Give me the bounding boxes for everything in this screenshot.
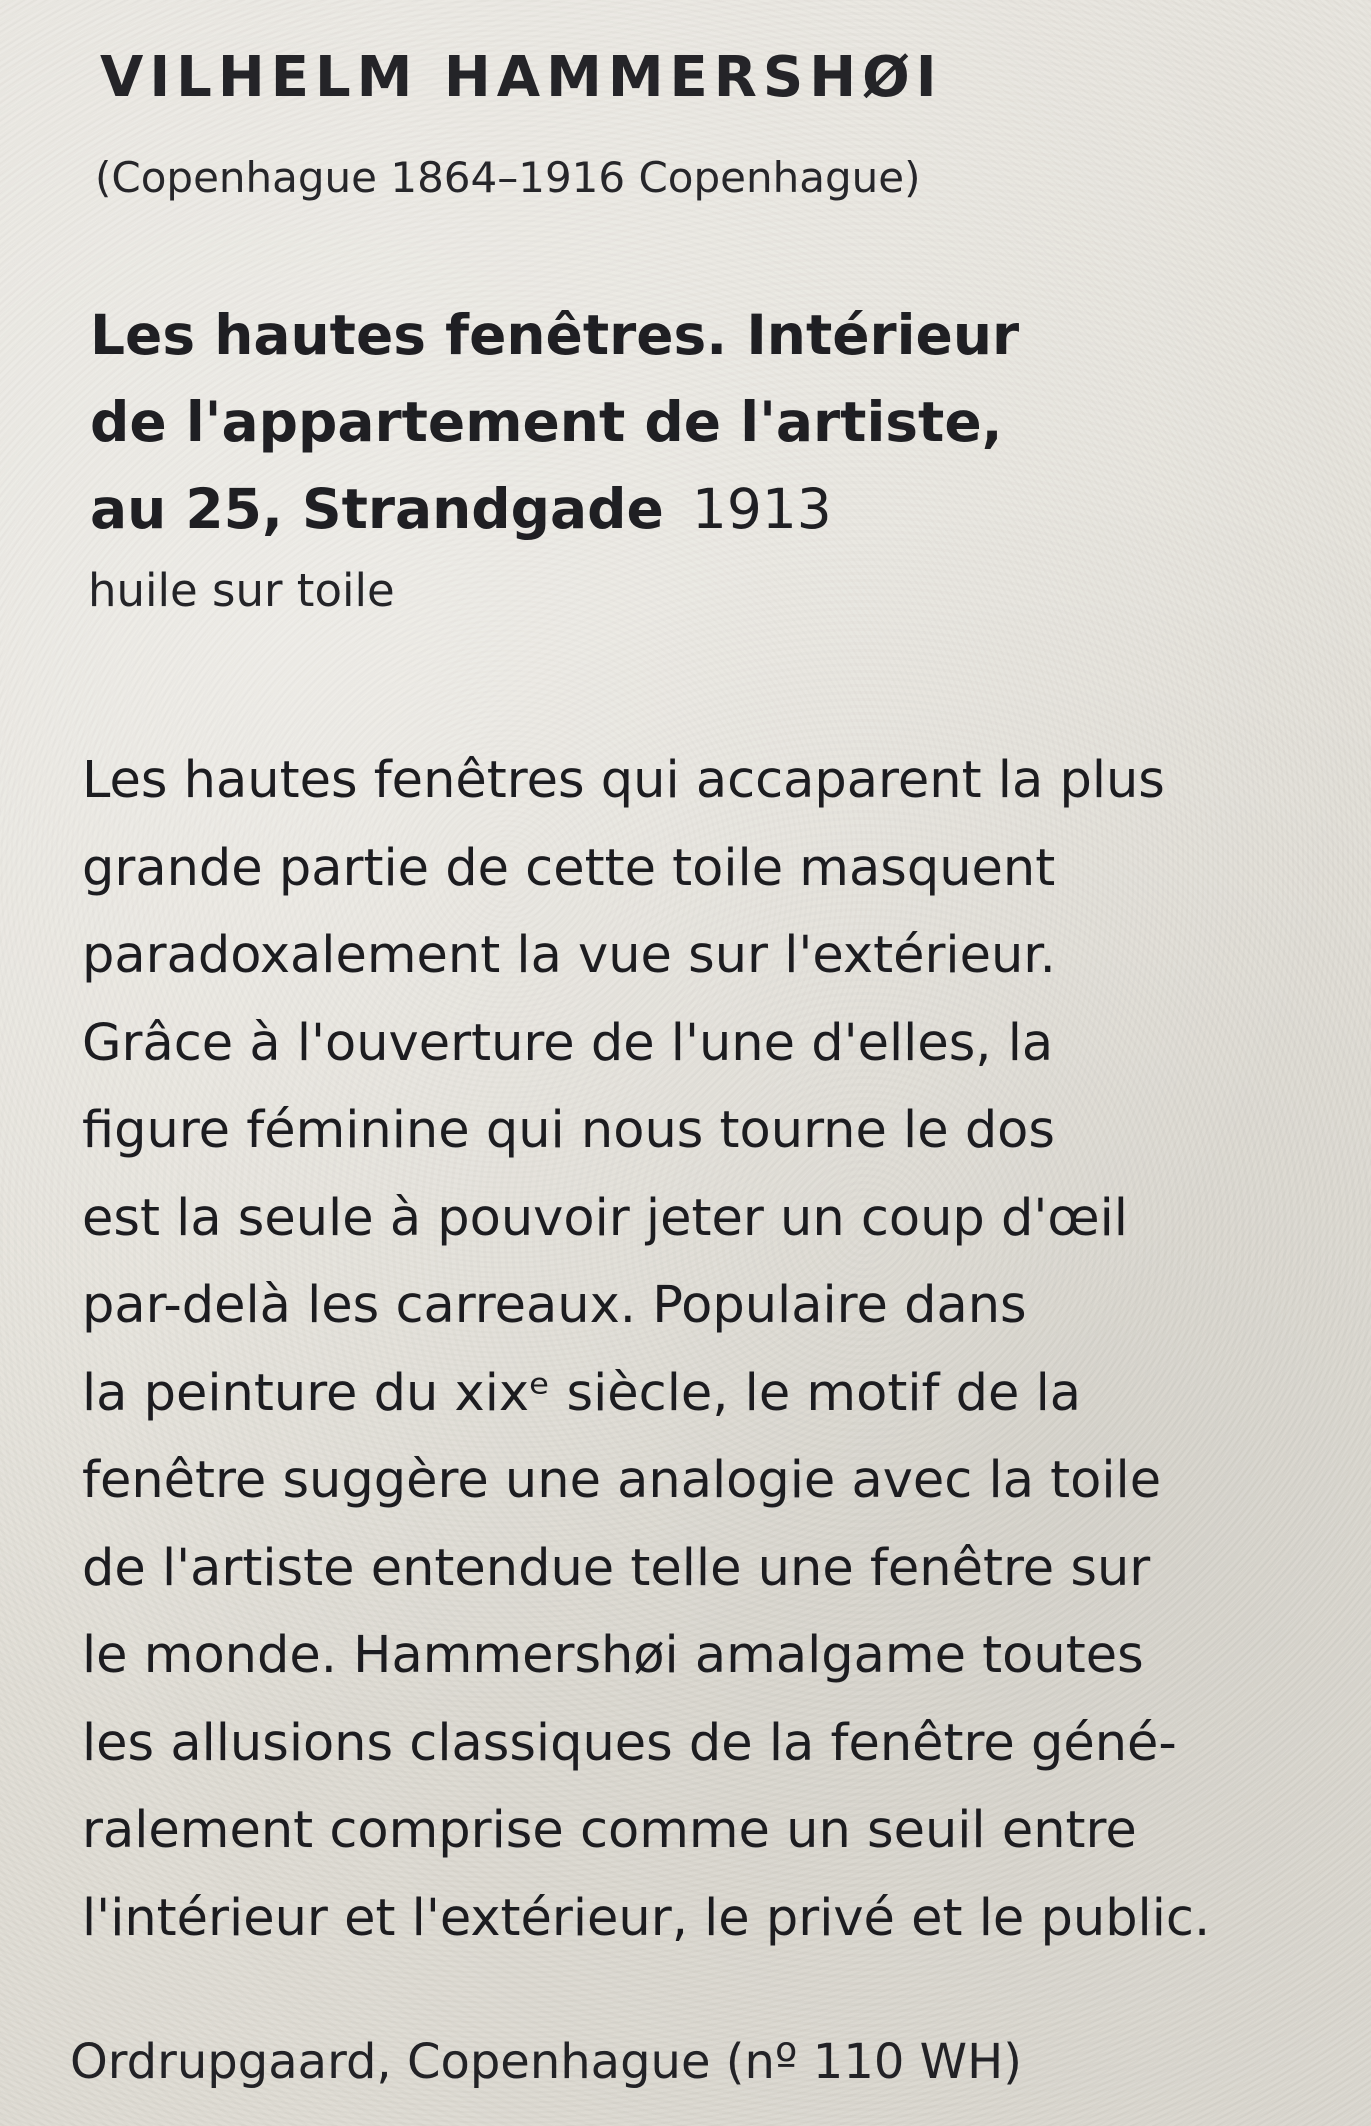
artwork-title bbox=[90, 292, 1190, 553]
description bbox=[82, 737, 1332, 1962]
description-line: le monde. Hammershøi amalgame toutes bbox=[82, 1626, 1144, 1685]
medium: huile sur toile bbox=[88, 564, 395, 617]
description-line: grande partie de cette toile masquent bbox=[82, 838, 1056, 898]
description-line: figure féminine qui nous tourne le dos bbox=[82, 1101, 1055, 1160]
collection-credit: Ordrupgaard, Copenhague (nº 110 WH) bbox=[70, 2034, 1022, 2090]
description-line: l'intérieur et l'extérieur, le privé et le public. bbox=[82, 1888, 1211, 1948]
description-line: ralement comprise comme un seuil entre bbox=[82, 1801, 1137, 1860]
description-line: paradoxalement la vue sur l'extérieur. bbox=[82, 926, 1056, 985]
description-line: est la seule à pouvoir jeter un coup d'œil bbox=[82, 1188, 1128, 1248]
description-line: les allusions classiques de la fenêtre géné- bbox=[82, 1713, 1177, 1773]
description-line: par-delà les carreaux. Populaire dans bbox=[82, 1276, 1027, 1335]
title-line: de l'appartement de l'artiste, bbox=[90, 390, 1003, 454]
artist-dates: (Copenhague 1864–1916 Copenhague) bbox=[95, 153, 921, 202]
description-line: de l'artiste entendue telle une fenêtre sur bbox=[82, 1538, 1151, 1598]
description-line: la peinture du xixᵉ siècle, le motif de la bbox=[82, 1363, 1082, 1423]
description-line: fenêtre suggère une analogie avec la toile bbox=[82, 1451, 1162, 1510]
artist-name: VILHELM HAMMERSHØI bbox=[100, 45, 943, 110]
title-line: au 25, Strandgade bbox=[90, 477, 664, 541]
description-line: Les hautes fenêtres qui accaparent la plus bbox=[82, 751, 1165, 810]
artwork-date: 1913 bbox=[691, 477, 832, 541]
title-line-with-date bbox=[90, 466, 1190, 553]
description-line: Grâce à l'ouverture de l'une d'elles, la bbox=[82, 1013, 1054, 1073]
title-line: Les hautes fenêtres. Intérieur bbox=[90, 303, 1020, 367]
